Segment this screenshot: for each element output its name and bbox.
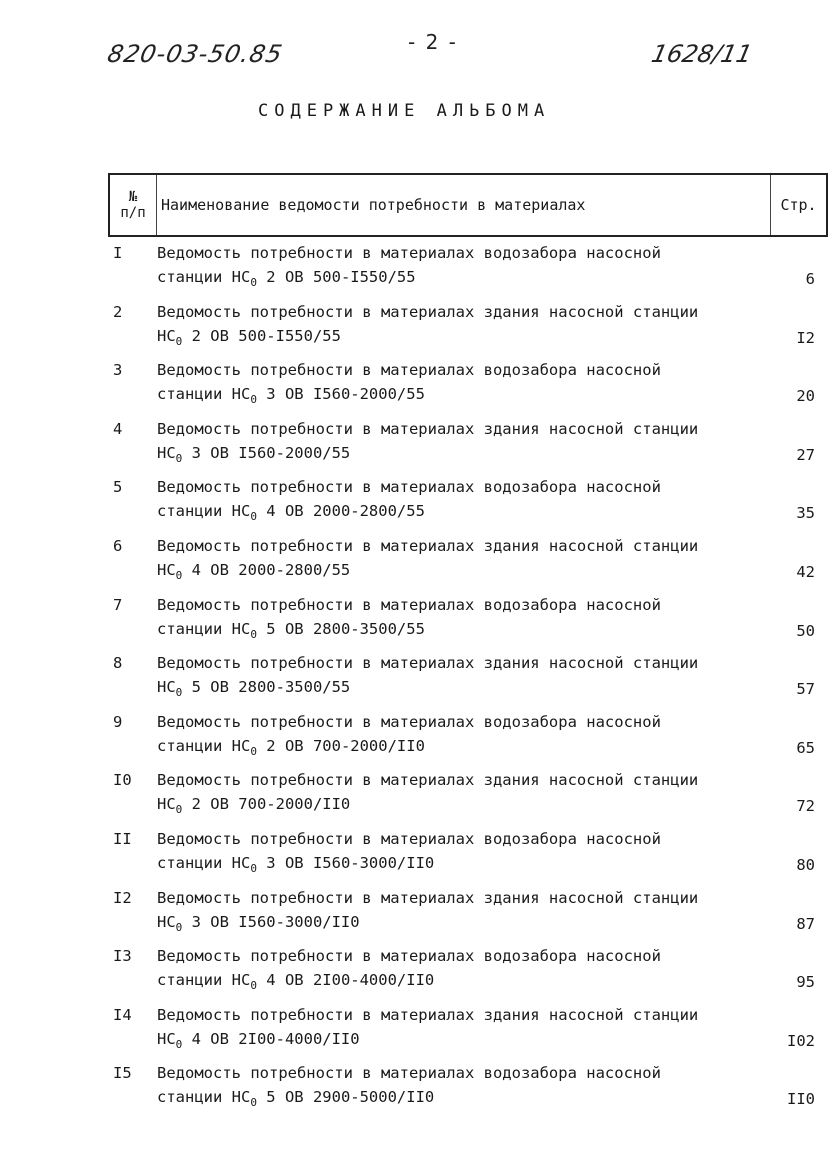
row-title-line2: [157, 502, 425, 523]
row-page-number: 95: [796, 973, 815, 992]
table-row: [0, 943, 839, 1002]
row-title-line1: Ведомость потребности в материалах водозабора насосной: [157, 1064, 661, 1083]
row-station-prefix: станции НС: [157, 619, 251, 638]
row-station-spec: 5 ОВ 2800-3500/55: [256, 619, 425, 638]
row-station-spec: 3 ОВ I560-2000/55: [256, 385, 425, 404]
row-number: 5: [113, 478, 123, 497]
row-station-subscript: 0: [175, 1037, 183, 1051]
row-station-prefix: станции НС: [157, 853, 251, 872]
row-number: I4: [113, 1005, 132, 1024]
row-title-line1: Ведомость потребности в материалах здания насосной станции: [157, 654, 699, 673]
row-page-number: I02: [787, 1031, 815, 1050]
row-title-line2: [157, 678, 350, 699]
row-station-prefix: станции НС: [157, 268, 251, 286]
row-station-spec: 2 ОВ 500-I550/55: [256, 268, 416, 286]
row-number: 7: [113, 595, 123, 614]
row-number: 6: [113, 536, 123, 555]
row-number: 3: [113, 361, 123, 380]
row-number: 9: [113, 712, 123, 731]
row-station-subscript: 0: [250, 627, 257, 641]
table-row: [0, 299, 839, 358]
row-title-line1: Ведомость потребности в материалах здания насосной станции: [157, 419, 699, 438]
row-number: 4: [113, 419, 123, 438]
row-title-line1: Ведомость потребности в материалах водозабора насосной: [157, 244, 661, 262]
table-row: [0, 357, 839, 416]
header-number-label: п/п: [120, 205, 146, 221]
row-title-line1: Ведомость потребности в материалах водозабора насосной: [157, 947, 661, 966]
row-station-spec: 4 ОВ 2I00-4000/II0: [256, 971, 435, 990]
row-station-subscript: 0: [250, 393, 257, 407]
row-number: I: [113, 244, 123, 262]
row-station-spec: 5 ОВ 2800-3500/55: [182, 678, 351, 697]
row-number: 2: [113, 302, 123, 321]
header-number-cell: [110, 175, 157, 235]
row-station-prefix: станции НС: [157, 385, 251, 404]
row-title-line2: [157, 385, 425, 406]
row-station-spec: 4 ОВ 2000-2800/55: [182, 560, 351, 579]
row-station-subscript: 0: [250, 979, 257, 993]
row-station-prefix: НС: [157, 326, 176, 345]
row-station-spec: 2 ОВ 500-I550/55: [182, 326, 341, 345]
row-station-prefix: станции НС: [157, 502, 251, 521]
row-title-line2: [157, 561, 350, 582]
row-station-subscript: 0: [250, 744, 257, 758]
table-row: [0, 592, 839, 651]
table-row: [0, 533, 839, 592]
row-station-spec: 2 ОВ 700-2000/II0: [256, 736, 425, 755]
row-station-prefix: станции НС: [157, 971, 251, 990]
row-station-prefix: станции НС: [157, 1088, 251, 1107]
row-title-line1: Ведомость потребности в материалах водозабора насосной: [157, 478, 661, 497]
row-page-number: II0: [787, 1090, 815, 1109]
row-station-prefix: НС: [157, 1029, 176, 1048]
row-number: I3: [113, 947, 132, 966]
row-station-subscript: 0: [175, 686, 183, 700]
row-title-line2: [157, 620, 425, 641]
row-number: II: [113, 829, 132, 848]
table-row: [0, 1002, 839, 1061]
row-page-number: 27: [796, 445, 815, 464]
row-title-line2: [157, 1030, 360, 1051]
row-station-spec: 3 ОВ I560-3000/II0: [182, 912, 360, 931]
row-page-number: 20: [796, 387, 815, 406]
page-number: - 2 -: [408, 30, 458, 54]
row-station-prefix: станции НС: [157, 736, 251, 755]
table-row: [0, 826, 839, 885]
row-title-line2: [157, 327, 341, 348]
row-station-prefix: НС: [157, 795, 176, 814]
row-title-line1: Ведомость потребности в материалах здания насосной станции: [157, 536, 699, 555]
row-station-spec: 2 ОВ 700-2000/II0: [182, 795, 351, 814]
row-title-line2: [157, 444, 350, 465]
row-station-subscript: 0: [175, 568, 183, 582]
row-station-subscript: 0: [175, 334, 183, 348]
row-title-line2: [157, 1088, 434, 1109]
row-station-prefix: НС: [157, 912, 176, 931]
row-title-line1: Ведомость потребности в материалах здания насосной станции: [157, 888, 699, 907]
table-row: [0, 767, 839, 826]
row-title-line1: Ведомость потребности в материалах здания насосной станции: [157, 771, 699, 790]
row-station-subscript: 0: [250, 510, 257, 524]
sheet-number: 1628/11: [649, 40, 755, 68]
table-row: [0, 416, 839, 475]
row-station-prefix: НС: [157, 560, 176, 579]
row-page-number: 57: [796, 680, 815, 699]
row-page-number: 50: [796, 621, 815, 640]
table-row: [0, 885, 839, 944]
row-station-subscript: 0: [175, 451, 183, 465]
row-page-number: 6: [805, 270, 815, 288]
header-name-cell: Наименование ведомости потребности в материалах: [157, 175, 771, 235]
row-title-line2: [157, 854, 434, 875]
row-station-subscript: 0: [175, 920, 183, 934]
table-row: [0, 474, 839, 533]
row-station-subscript: 0: [250, 1096, 257, 1110]
contents-list: [0, 240, 839, 1119]
row-station-prefix: НС: [157, 443, 176, 462]
row-station-spec: 3 ОВ I560-2000/55: [182, 443, 351, 462]
row-title-line1: Ведомость потребности в материалах водозабора насосной: [157, 595, 661, 614]
header-number-symbol: №: [128, 189, 138, 205]
row-page-number: I2: [796, 328, 815, 347]
album-contents-title: СОДЕРЖАНИЕ АЛЬБОМА: [258, 101, 551, 121]
row-number: 8: [113, 654, 123, 673]
row-station-subscript: 0: [175, 803, 183, 817]
row-title-line2: [157, 268, 416, 289]
row-title-line2: [157, 795, 350, 816]
row-station-subscript: 0: [250, 276, 257, 289]
row-station-spec: 4 ОВ 2I00-4000/II0: [182, 1029, 360, 1048]
row-page-number: 72: [796, 797, 815, 816]
row-title-line1: Ведомость потребности в материалах здания насосной станции: [157, 1005, 699, 1024]
table-row: [0, 1060, 839, 1119]
row-number: I5: [113, 1064, 132, 1083]
row-title-line2: [157, 913, 360, 934]
row-page-number: 42: [796, 562, 815, 581]
table-row: [0, 240, 839, 299]
row-station-prefix: НС: [157, 678, 176, 697]
row-number: I2: [113, 888, 132, 907]
row-station-spec: 4 ОВ 2000-2800/55: [256, 502, 425, 521]
row-station-spec: 3 ОВ I560-3000/II0: [256, 853, 435, 872]
row-station-spec: 5 ОВ 2900-5000/II0: [256, 1088, 435, 1107]
document-code: 820-03-50.85: [105, 40, 286, 68]
row-page-number: 80: [796, 855, 815, 874]
row-title-line1: Ведомость потребности в материалах водозабора насосной: [157, 361, 661, 380]
row-title-line1: Ведомость потребности в материалах водозабора насосной: [157, 712, 661, 731]
row-title-line1: Ведомость потребности в материалах здания насосной станции: [157, 302, 699, 321]
row-title-line2: [157, 737, 425, 758]
row-title-line2: [157, 971, 434, 992]
row-page-number: 87: [796, 914, 815, 933]
table-header: [108, 173, 828, 237]
header-page-cell: Стр.: [780, 196, 817, 214]
row-title-line1: Ведомость потребности в материалах водозабора насосной: [157, 829, 661, 848]
table-row: [0, 709, 839, 768]
table-row: [0, 650, 839, 709]
row-page-number: 65: [796, 738, 815, 757]
row-number: I0: [113, 771, 132, 790]
row-page-number: 35: [796, 504, 815, 523]
row-station-subscript: 0: [250, 861, 257, 875]
